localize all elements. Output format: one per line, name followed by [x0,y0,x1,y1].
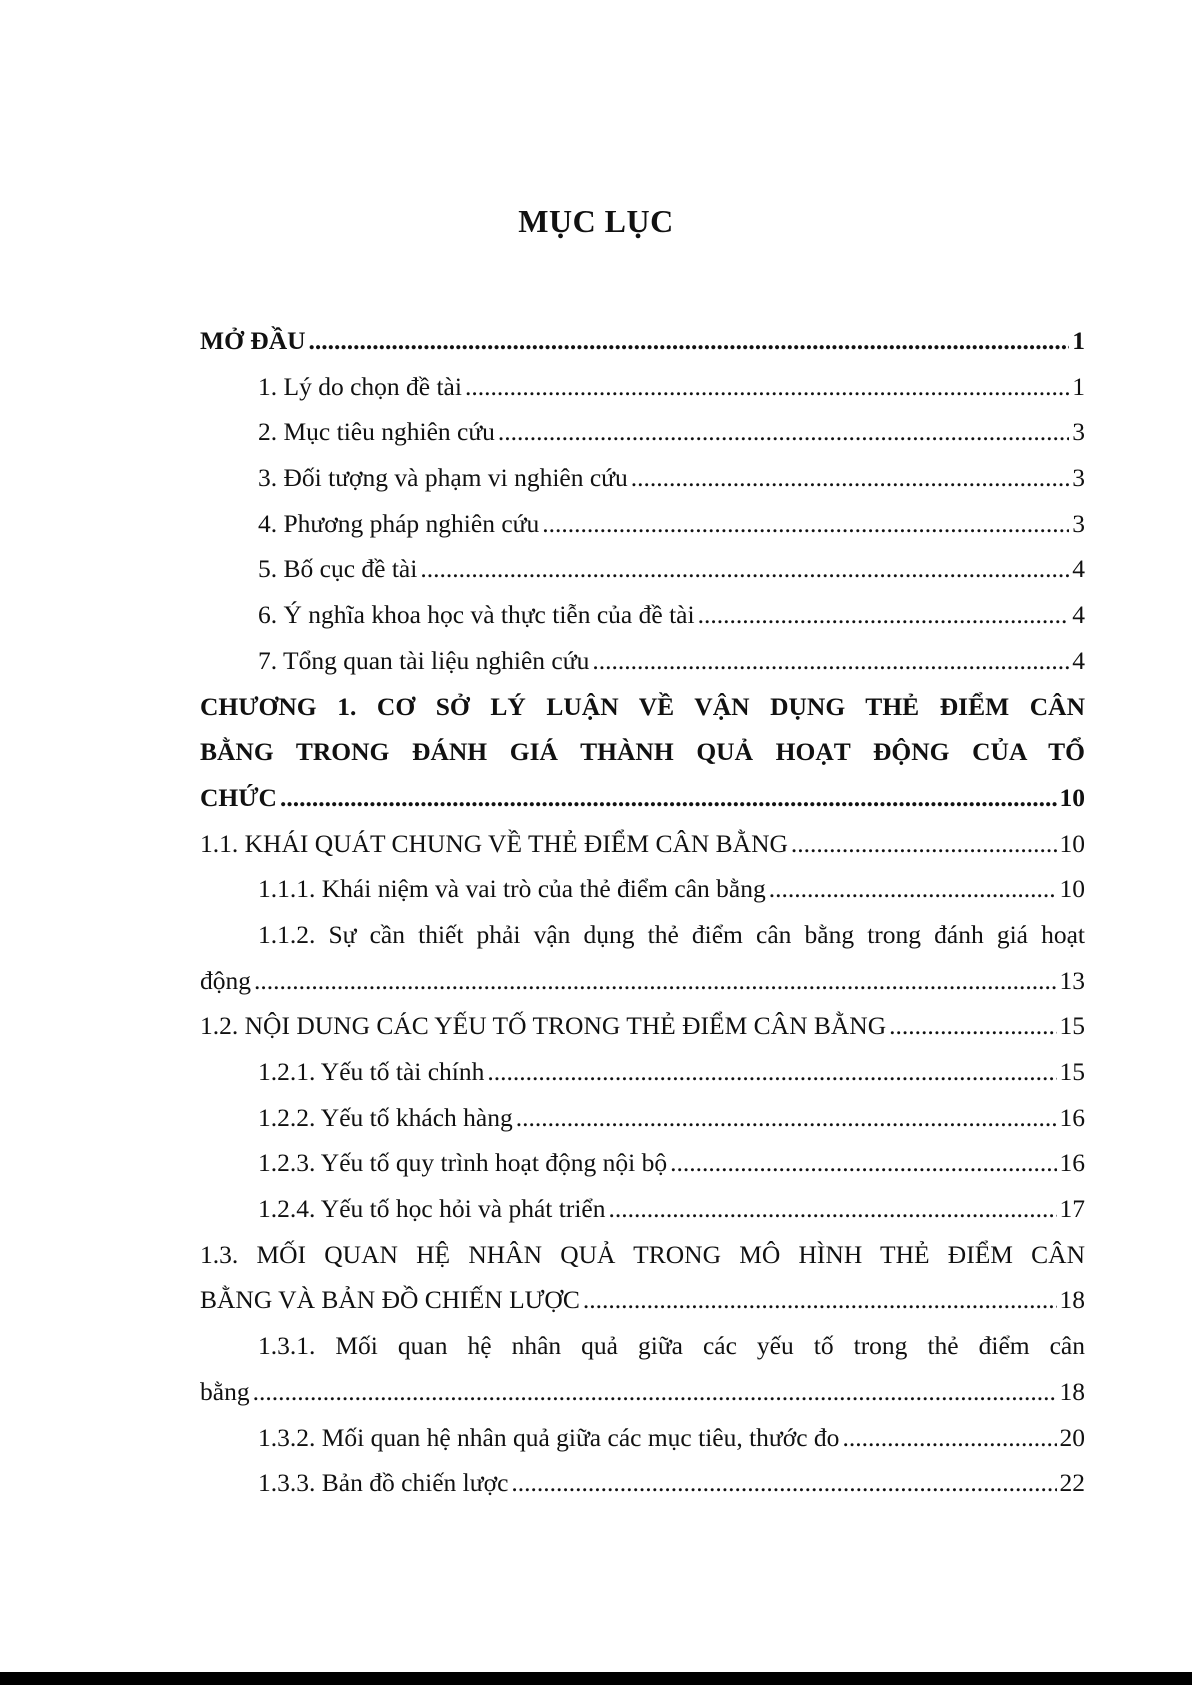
toc-entry-1-1-1[interactable] [200,866,1085,912]
dot-leader [465,364,1069,410]
toc-page-number: 10 [1059,782,1085,812]
dot-leader [592,638,1069,684]
toc-entry-title: 1.3.2. Mối quan hệ nhân quả giữa các mục tiêu, thước đo [258,1422,840,1452]
toc-entry-title-end: CHỨC [200,782,277,812]
toc-page-number: 18 [1059,1376,1085,1406]
toc-entry-doi-tuong[interactable] [200,455,1085,501]
toc-page-number: 3 [1072,417,1085,447]
toc-entry-title: 1.2.4. Yếu tố học hỏi và phát triển [258,1194,606,1224]
toc-entry-title-line: CHƯƠNG 1. CƠ SỞ LÝ LUẬN VỀ VẬN DỤNG THẺ ĐIỂM CÂN [200,691,1085,721]
page-bottom-edge [0,1672,1192,1685]
dot-leader [309,318,1070,364]
toc-entry-bo-cuc[interactable] [200,546,1085,592]
toc-page-number: 16 [1059,1148,1085,1178]
toc-entry-title-end: động [200,965,251,995]
toc-entry-y-nghia[interactable] [200,592,1085,638]
toc-entry-title-end: bằng [200,1376,250,1406]
toc-page-number: 3 [1072,508,1085,538]
toc-entry-1-2-3[interactable] [200,1140,1085,1186]
dot-leader [769,866,1057,912]
table-of-contents [200,318,1085,1506]
toc-page-number: 13 [1059,965,1085,995]
dot-leader [608,1186,1056,1232]
toc-entry-title-line: 1.3.1. Mối quan hệ nhân quả giữa các yếu tố trong thẻ điểm cân [258,1331,1085,1361]
toc-entry-title: 1.1. KHÁI QUÁT CHUNG VỀ THẺ ĐIỂM CÂN BẰNG [200,828,788,858]
toc-entry-title: 1.2.2. Yếu tố khách hàng [258,1102,513,1132]
toc-entry-1-2[interactable] [200,1003,1085,1049]
toc-entry-title-line: 1.1.2. Sự cần thiết phải vận dụng thẻ điểm cân bằng trong đánh giá hoạt [258,919,1085,949]
toc-page-number: 15 [1059,1011,1085,1041]
toc-entry-title: 6. Ý nghĩa khoa học và thực tiễn của đề tài [258,600,695,630]
toc-entry-phuong-phap[interactable] [200,501,1085,547]
toc-page-number: 15 [1059,1057,1085,1086]
toc-entry-title: 1.3.3. Bản đồ chiến lược [258,1468,509,1498]
toc-entry-ly-do[interactable] [200,364,1085,410]
dot-leader [511,1460,1056,1506]
dot-leader [542,501,1069,547]
dot-leader [280,775,1057,821]
toc-entry-title: 2. Mục tiêu nghiên cứu [258,417,495,447]
toc-entry-chuong-1[interactable] [200,684,1085,821]
toc-entry-title-line: 1.3. MỐI QUAN HỆ NHÂN QUẢ TRONG MÔ HÌNH THẺ ĐIỂM CÂN [200,1239,1085,1269]
toc-entry-muc-tieu[interactable] [200,409,1085,455]
toc-page-number: 10 [1059,874,1085,904]
toc-entry-title: 4. Phương pháp nghiên cứu [258,508,540,538]
toc-entry-mo-dau[interactable] [200,318,1085,364]
toc-entry-1-2-1[interactable] [200,1049,1085,1095]
toc-page-number: 3 [1072,463,1085,493]
toc-entry-1-3-3[interactable] [200,1460,1085,1506]
dot-leader [791,821,1057,867]
toc-entry-title-line: BẰNG TRONG ĐÁNH GIÁ THÀNH QUẢ HOẠT ĐỘNG CỦA TỔ [200,737,1085,767]
toc-page-number: 1 [1072,326,1085,355]
toc-page-number: 16 [1059,1102,1085,1132]
toc-entry-1-3[interactable] [200,1232,1085,1323]
toc-page-number: 1 [1072,371,1085,401]
toc-entry-1-2-2[interactable] [200,1095,1085,1141]
toc-entry-1-2-4[interactable] [200,1186,1085,1232]
toc-page-number: 20 [1059,1422,1085,1452]
toc-entry-1-1[interactable] [200,821,1085,867]
toc-page-number: 22 [1059,1468,1085,1498]
toc-entry-title: 1.1.1. Khái niệm và vai trò của thẻ điểm cân bằng [258,874,766,904]
dot-leader [254,958,1057,1004]
toc-entry-title-end: BẰNG VÀ BẢN ĐỒ CHIẾN LƯỢC [200,1285,580,1315]
dot-leader [420,546,1069,592]
toc-entry-title: MỞ ĐẦU [200,326,306,355]
dot-leader [516,1095,1057,1141]
dot-leader [670,1140,1056,1186]
toc-entry-title: 3. Đối tượng và phạm vi nghiên cứu [258,463,628,493]
toc-entry-1-1-2[interactable] [200,912,1085,1003]
toc-page-number: 4 [1072,645,1085,675]
dot-leader [583,1277,1057,1323]
dot-leader [889,1003,1056,1049]
toc-entry-title: 1. Lý do chọn đề tài [258,371,462,401]
toc-entry-title: 7. Tổng quan tài liệu nghiên cứu [258,645,590,675]
page-title: MỤC LỤC [518,203,674,239]
toc-page-number: 17 [1059,1194,1085,1224]
toc-entry-title: 5. Bố cục đề tài [258,554,418,584]
toc-entry-tong-quan[interactable] [200,638,1085,684]
toc-entry-1-3-1[interactable] [200,1323,1085,1414]
dot-leader [498,409,1069,455]
dot-leader [842,1415,1056,1461]
toc-page-number: 10 [1059,828,1085,858]
dot-leader [253,1369,1057,1415]
dot-leader [631,455,1070,501]
toc-page-number: 4 [1072,554,1085,584]
toc-page-number: 18 [1059,1285,1085,1315]
toc-entry-title: 1.2.1. Yếu tố tài chính [258,1057,485,1086]
toc-entry-1-3-2[interactable] [200,1415,1085,1461]
toc-entry-title: 1.2.3. Yếu tố quy trình hoạt động nội bộ [258,1148,668,1178]
toc-page-number: 4 [1072,600,1085,630]
dot-leader [698,592,1070,638]
dot-leader [487,1049,1056,1095]
toc-entry-title: 1.2. NỘI DUNG CÁC YẾU TỐ TRONG THẺ ĐIỂM CÂN BẰNG [200,1011,887,1041]
